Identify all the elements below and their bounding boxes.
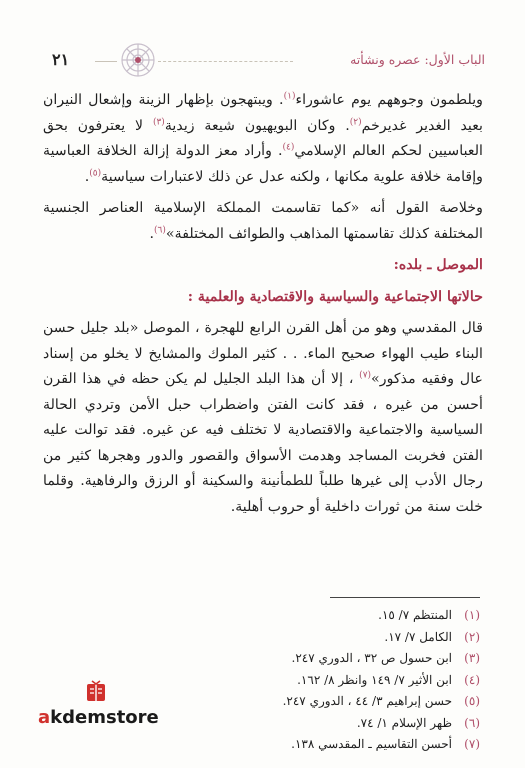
footnote-item xyxy=(180,627,480,649)
text-run: . ويبتهجون بإظهار الزينة وإشعال النيران بعيد الغدير غديرخم xyxy=(43,92,484,134)
section-subheading: حالاتها الاجتماعية والسياسية والاقتصادية والعلمية : xyxy=(187,288,483,305)
footnote-item xyxy=(180,713,480,735)
footnote-text: ابن الأثير ٧/ ١٤٩ وانظر ٨/ ١٦٢. xyxy=(297,672,452,687)
footnote-ref[interactable]: (٧) xyxy=(359,370,372,381)
footnote-text: المنتظم ٧/ ١٥. xyxy=(378,608,452,622)
text-run: لا يعترفون بحق العباسيين لحكم العالم الإسلامي xyxy=(43,117,483,159)
text-run: . xyxy=(149,225,155,242)
wordmark-rest: kdemstore xyxy=(50,707,159,728)
footnote-ref[interactable]: (٥) xyxy=(89,167,102,178)
footnote-item xyxy=(180,605,480,627)
footnote-text: أحسن التقاسيم ـ المقدسي ١٣٨. xyxy=(291,737,452,751)
footnote-number: (١) xyxy=(464,608,480,622)
text-run: . وكان البويهيون شيعة زيدية xyxy=(164,117,350,134)
paragraph-3 xyxy=(43,316,483,520)
footnote-list xyxy=(180,605,480,756)
wordmark-accent: a xyxy=(38,707,51,728)
footnote-number: (٦) xyxy=(464,715,480,730)
text-run: وخلاصة القول أنه «كما تقاسمت المملكة الإسلامية العناصر الجنسية المختلفة كذلك تقاسمتها المذاهب والطوائف المختلفة» xyxy=(43,200,483,242)
header-dashed-rule xyxy=(158,61,293,62)
footnote-divider xyxy=(330,597,480,598)
text-run: . وأراد معز الدولة إزالة الخلافة العباسية وإقامة خلافة علوية مكانها ، ولكنه عدل عن ذلك لاعتبارات سياسية xyxy=(43,143,483,185)
footnote-number: (٥) xyxy=(464,694,480,708)
footnote-number: (٢) xyxy=(464,629,480,644)
text-run: . xyxy=(84,168,90,185)
footnote-ref[interactable]: (١) xyxy=(283,91,296,102)
footnote-item xyxy=(180,648,480,670)
page-number: ٢١ xyxy=(52,50,70,69)
footnote-item xyxy=(180,691,480,713)
footnote-number: (٧) xyxy=(464,737,480,751)
akdemstore-watermark xyxy=(38,680,168,735)
text-run: ويلطمون وجوههم يوم عاشوراء xyxy=(295,92,484,108)
paragraph-1 xyxy=(43,88,483,190)
akdemstore-wordmark xyxy=(38,707,159,728)
akdem-book-logo-icon xyxy=(84,680,108,704)
footnote-ref[interactable]: (٦) xyxy=(154,224,166,235)
main-text xyxy=(43,88,483,520)
header-short-rule xyxy=(95,61,117,62)
footnote-number: (٣) xyxy=(464,651,480,665)
footnote-ref[interactable]: (٢) xyxy=(349,116,362,127)
chapter-title: الباب الأول: عصره ونشأته xyxy=(350,52,485,67)
text-run: ، إلا أن هذا البلد الجليل لم يكن حظه في هذا القرن أحسن من غيره ، فقد كانت الفتن واضطراب حبل الأمن وتردي الحالة السياسية والاجتماعية والاقتصادية لا تختلف فيه عن غيره. فقد توالت عليه الفتن فخربت المساجد وهدمت الأسواق والقصور والدور وهجرها كثير من رجال الأدب إلى غيرها طلباً للطمأنينة والسكينة أو الرزق والرفاهية. وقلما خلت سنة من ثورات داخلية أو حروب أهلية. xyxy=(43,371,483,515)
footnote-text: الكامل ٧/ ١٧. xyxy=(384,629,452,644)
text-run: قال المقدسي وهو من أهل القرن الرابع للهجرة ، الموصل «بلد جليل حسن البناء طيب الهواء صحيح الماء. . . كثير الملوك والمشايخ لا يخلو من إسناد عال وفقيه مذكور» xyxy=(43,320,483,387)
medallion-ornament-icon xyxy=(120,42,156,78)
footnote-ref[interactable]: (٣) xyxy=(152,116,165,127)
section-heading: الموصل ـ بلده: xyxy=(393,257,483,273)
footnote-item xyxy=(180,734,480,756)
footnote-text: ابن حسول ص ٣٢ ، الدوري ٢٤٧. xyxy=(291,651,452,665)
footnote-item xyxy=(180,670,480,692)
footnote-number: (٤) xyxy=(464,672,480,687)
paragraph-2 xyxy=(43,196,483,247)
footnote-text: حسن إبراهيم ٣/ ٤٤ ، الدوري ٢٤٧. xyxy=(282,694,452,708)
page-header xyxy=(40,42,485,78)
footnote-ref[interactable]: (٤) xyxy=(282,142,295,153)
footnote-text: ظهر الإسلام ١/ ٧٤. xyxy=(356,715,452,730)
